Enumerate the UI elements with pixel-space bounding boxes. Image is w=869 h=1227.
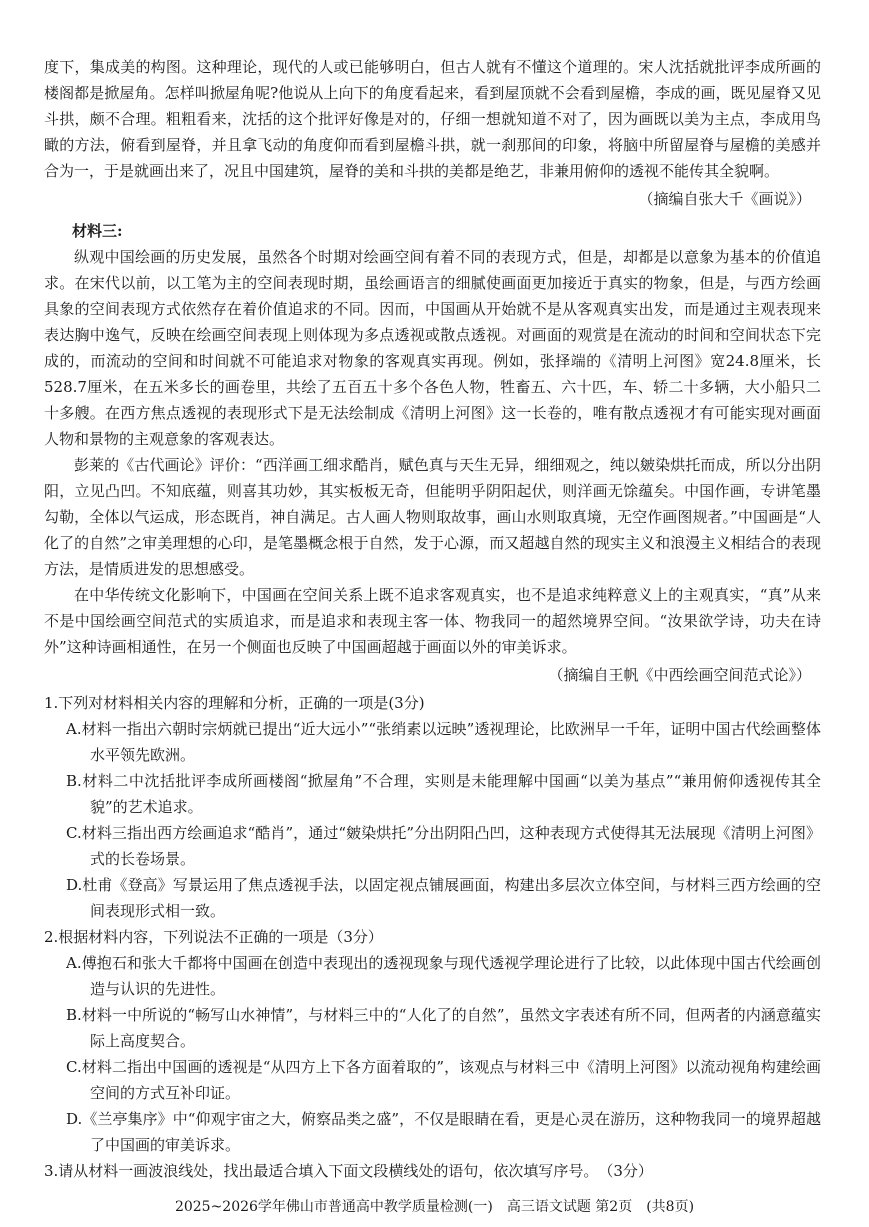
material2-source: （摘编自张大千《画说》） [638,190,811,208]
question-1-option-c: C.材料三指出西方绘画追求“酷肖”，通过“皴染烘托”分出阴阳凸凹，这种表现方式使得其无法展现《清明上河图》式的长卷场景。 [66,824,821,868]
material3-paragraph-2: 彭莱的《古代画论》评价：“西洋画工细求酷肖，赋色真与天生无异，细细观之，纯以皴染烘托而成，所以分出阴阳，立见凸凹。不知底蕴，则喜其功妙，其实板板无奇，但能明乎阴阳起伏，则洋画无馀蕴矣。中国作画，专讲笔墨勾勒，全体以气运成，形态既肖，神自满足。古人画人物则取故事，画山水则取真境，无空作画图规者。”中国画是“人化了的自然”之审美理想的心印，是笔墨概念根于自然，发于心源，而又超越自然的现实主义和浪漫主义相结合的表现方法，是情质进发的思想感受。 [44,456,821,578]
question-1-stem: 1.下列对材料相关内容的理解和分析，正确的一项是(3分) [44,694,425,712]
question-1-option-a: A.材料一指出六朝时宗炳就已提出“近大远小”“张绡素以远映”透视理论，比欧洲早一千年，证明中国古代绘画整体水平领先欧洲。 [66,720,821,764]
material2-continuation: 度下，集成美的构图。这种理论，现代的人或已能够明白，但古人就有不懂这个道理的。宋人沈括就批评李成所画的楼阁都是掀屋角。怎样叫掀屋角呢?他说从上向下的角度看起来，看到屋顶就不会看到屋檐，李成的画，既见屋脊又见斗拱，颇不合理。粗粗看来，沈括的这个批评好像是对的，仔细一想就知道不对了，因为画既以美为主点，李成用鸟瞰的方法，俯看到屋脊，并且拿飞动的角度仰而看到屋檐斗拱，就一刹那间的印象，将脑中所留屋脊与屋檐的美感并合为一，于是就画出来了，况且中国建筑，屋脊的美和斗拱的美都是绝艺，非兼用俯仰的透视不能传其全貌啊。 [44,58,821,180]
question-2-option-d: D.《兰亭集序》中“仰观宇宙之大，俯察品类之盛”，不仅是眼睛在看，更是心灵在游历，这种物我同一的境界超越了中国画的审美诉求。 [66,1110,821,1154]
question-2-stem: 2.根据材料内容，下列说法不正确的一项是（3分） [44,928,383,946]
question-1 [44,690,821,924]
material3-paragraph-3: 在中华传统文化影响下，中国画在空间关系上既不追求客观真实，也不是追求纯粹意义上的主观真实，“真”从来不是中国绘画空间范式的实质追求，而是追求和表现主客一体、物我同一的超然境界空间。“汝果欲学诗，功夫在诗外”这种诗画相通性，在另一个侧面也反映了中国画超越于画面以外的审美诉求。 [44,586,821,656]
material3-paragraph-1: 纵观中国绘画的历史发展，虽然各个时期对绘画空间有着不同的表现方式，但是，却都是以意象为基本的价值追求。在宋代以前，以工笔为主的空间表现时期，虽绘画语言的细腻使画面更加接近于真实的物象，但是，与西方绘画具象的空间表现方式依然存在着价值追求的不同。因而，中国画从开始就不是从客观真实出发，而是通过主观表现来表达胸中逸气，反映在绘画空间表现上则体现为多点透视或散点透视。对画面的观赏是在流动的时间和空间状态下完成的，而流动的空间和时间就不可能追求对物象的客观真实再现。例如，张择端的《清明上河图》宽24.8厘米，长528.7厘米，在五米多长的画卷里，共绘了五百五十多个各色人物，牲畜五、六十匹，车、轿二十多辆，大小船只二十多艘。在西方焦点透视的表现形式下是无法绘制成《清明上河图》这一长卷的，唯有散点透视才有可能实现对画面人物和景物的主观意象的客观表达。 [44,248,821,448]
question-2-option-a: A.傅抱石和张大千都将中国画在创造中表现出的透视现象与现代透视学理论进行了比较，以此体现中国古代绘画创造与认识的先进性。 [66,954,821,998]
question-2-option-b: B.材料一中所说的“畅写山水神情”，与材料三中的“人化了的自然”，虽然文字表述有所不同，但两者的内涵意蕴实际上高度契合。 [66,1006,821,1050]
question-3 [44,1158,821,1184]
material3-source: （摘编自王帆《中西绘画空间范式论》） [548,666,811,684]
question-2 [44,924,821,1158]
question-1-option-b: B.材料二中沈括批评李成所画楼阁“掀屋角”不合理，实则是未能理解中国画“以美为基点”“兼用俯仰透视传其全貌”的艺术追求。 [66,772,821,816]
question-3-stem: 3.请从材料一画波浪线处，找出最适合填入下面文段横线处的语句，依次填写序号。 （3分） [44,1162,653,1180]
page-footer: 2025~2026学年佛山市普通高中教学质量检测(一) 高三语文试题 第2页 (共8页) [174,1199,695,1215]
question-2-option-c: C.材料二指出中国画的透视是“从四方上下各方面着取的”，该观点与材料三中《清明上河图》以流动视角构建绘画空间的方式互补印证。 [66,1058,821,1102]
question-1-option-d: D.杜甫《登高》写景运用了焦点透视手法，以固定视点铺展画面，构建出多层次立体空间，与材料三西方绘画的空间表现形式相一致。 [66,876,821,920]
material3-heading: 材料三: [72,222,123,240]
